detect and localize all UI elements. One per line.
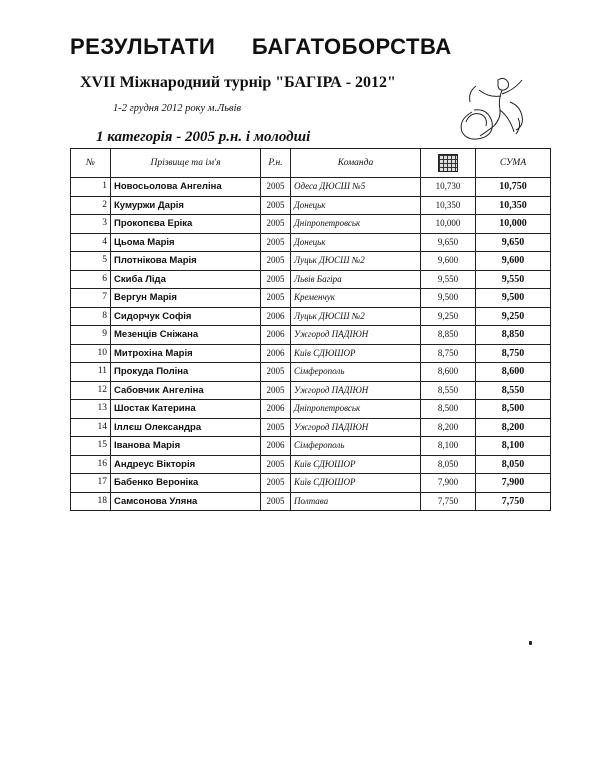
row-team: Дніпропетровськ bbox=[291, 215, 421, 234]
title-results: РЕЗУЛЬТАТИ bbox=[70, 34, 216, 59]
row-num: 7 bbox=[71, 289, 111, 308]
row-num: 6 bbox=[71, 270, 111, 289]
gymnast-logo-icon bbox=[452, 72, 532, 144]
header-num: № bbox=[71, 149, 111, 178]
row-year: 2005 bbox=[261, 455, 291, 474]
table-row bbox=[71, 215, 551, 234]
row-team: Сімферополь bbox=[291, 437, 421, 456]
row-year: 2006 bbox=[261, 344, 291, 363]
row-sum: 7,900 bbox=[476, 474, 551, 493]
row-sum: 9,650 bbox=[476, 233, 551, 252]
table-row bbox=[71, 492, 551, 511]
table-row bbox=[71, 437, 551, 456]
results-table bbox=[70, 148, 551, 511]
row-num: 8 bbox=[71, 307, 111, 326]
row-num: 4 bbox=[71, 233, 111, 252]
row-score: 8,500 bbox=[421, 400, 476, 419]
row-year: 2006 bbox=[261, 307, 291, 326]
row-year: 2005 bbox=[261, 233, 291, 252]
row-name: Плотнікова Марія bbox=[111, 252, 261, 271]
row-sum: 10,000 bbox=[476, 215, 551, 234]
row-num: 2 bbox=[71, 196, 111, 215]
row-score: 9,600 bbox=[421, 252, 476, 271]
header-sum: СУМА bbox=[476, 149, 551, 178]
row-year: 2005 bbox=[261, 178, 291, 197]
row-score: 9,550 bbox=[421, 270, 476, 289]
row-sum: 8,100 bbox=[476, 437, 551, 456]
tournament-title: XVII Міжнародний турнір "БАГІРА - 2012" bbox=[80, 74, 396, 91]
event-date-location: 1-2 грудня 2012 року м.Львів bbox=[113, 103, 242, 114]
table-row bbox=[71, 252, 551, 271]
row-team: Ужгород ПАДІЮН bbox=[291, 326, 421, 345]
row-sum: 8,750 bbox=[476, 344, 551, 363]
row-score: 7,750 bbox=[421, 492, 476, 511]
row-year: 2005 bbox=[261, 492, 291, 511]
row-num: 12 bbox=[71, 381, 111, 400]
row-name: Сидорчук Софія bbox=[111, 307, 261, 326]
row-num: 10 bbox=[71, 344, 111, 363]
row-team: Донецьк bbox=[291, 233, 421, 252]
row-sum: 7,750 bbox=[476, 492, 551, 511]
row-sum: 8,200 bbox=[476, 418, 551, 437]
row-sum: 8,850 bbox=[476, 326, 551, 345]
row-sum: 9,600 bbox=[476, 252, 551, 271]
row-team: Полтава bbox=[291, 492, 421, 511]
table-row bbox=[71, 178, 551, 197]
row-num: 18 bbox=[71, 492, 111, 511]
table-row bbox=[71, 344, 551, 363]
row-year: 2006 bbox=[261, 326, 291, 345]
row-year: 2005 bbox=[261, 418, 291, 437]
row-name: Сабовчик Ангеліна bbox=[111, 381, 261, 400]
row-score: 8,850 bbox=[421, 326, 476, 345]
row-num: 5 bbox=[71, 252, 111, 271]
row-sum: 8,050 bbox=[476, 455, 551, 474]
row-team: Київ СДЮШОР bbox=[291, 455, 421, 474]
row-team: Київ СДЮШОР bbox=[291, 344, 421, 363]
row-num: 1 bbox=[71, 178, 111, 197]
page-title bbox=[70, 34, 452, 60]
row-year: 2005 bbox=[261, 270, 291, 289]
title-allround: БАГАТОБОРСТВА bbox=[251, 34, 452, 59]
table-row bbox=[71, 307, 551, 326]
row-name: Мезенців Сніжана bbox=[111, 326, 261, 345]
header-team: Команда bbox=[291, 149, 421, 178]
row-team: Луцьк ДЮСШ №2 bbox=[291, 307, 421, 326]
row-year: 2005 bbox=[261, 252, 291, 271]
table-row bbox=[71, 270, 551, 289]
row-score: 10,350 bbox=[421, 196, 476, 215]
table-row bbox=[71, 196, 551, 215]
row-sum: 10,750 bbox=[476, 178, 551, 197]
header-name: Прізвище та ім'я bbox=[111, 149, 261, 178]
table-row bbox=[71, 400, 551, 419]
scan-mark bbox=[529, 641, 532, 645]
row-score: 7,900 bbox=[421, 474, 476, 493]
row-team: Одеса ДЮСШ №5 bbox=[291, 178, 421, 197]
row-name: Бабенко Вероніка bbox=[111, 474, 261, 493]
row-score: 9,650 bbox=[421, 233, 476, 252]
row-score: 10,730 bbox=[421, 178, 476, 197]
row-year: 2006 bbox=[261, 400, 291, 419]
row-name: Цьома Марія bbox=[111, 233, 261, 252]
row-score: 10,000 bbox=[421, 215, 476, 234]
table-row bbox=[71, 474, 551, 493]
row-team: Львів Багіра bbox=[291, 270, 421, 289]
table-row bbox=[71, 381, 551, 400]
row-num: 14 bbox=[71, 418, 111, 437]
row-year: 2005 bbox=[261, 381, 291, 400]
row-year: 2005 bbox=[261, 289, 291, 308]
row-team: Сімферополь bbox=[291, 363, 421, 382]
row-score: 8,550 bbox=[421, 381, 476, 400]
row-team: Київ СДЮШОР bbox=[291, 474, 421, 493]
row-name: Вергун Марія bbox=[111, 289, 261, 308]
grid-icon bbox=[438, 154, 458, 172]
row-sum: 9,550 bbox=[476, 270, 551, 289]
row-num: 9 bbox=[71, 326, 111, 345]
row-year: 2005 bbox=[261, 474, 291, 493]
row-name: Іллєш Олександра bbox=[111, 418, 261, 437]
row-year: 2006 bbox=[261, 437, 291, 456]
row-name: Митрохіна Марія bbox=[111, 344, 261, 363]
row-sum: 9,500 bbox=[476, 289, 551, 308]
row-team: Дніпропетровськ bbox=[291, 400, 421, 419]
row-score: 8,050 bbox=[421, 455, 476, 474]
row-name: Скиба Ліда bbox=[111, 270, 261, 289]
table-header-row bbox=[71, 149, 551, 178]
row-year: 2005 bbox=[261, 215, 291, 234]
row-team: Луцьк ДЮСШ №2 bbox=[291, 252, 421, 271]
row-score: 8,200 bbox=[421, 418, 476, 437]
table-row bbox=[71, 326, 551, 345]
table-row bbox=[71, 289, 551, 308]
row-num: 13 bbox=[71, 400, 111, 419]
row-team: Кременчук bbox=[291, 289, 421, 308]
row-num: 3 bbox=[71, 215, 111, 234]
table-row bbox=[71, 363, 551, 382]
header-year: Р.н. bbox=[261, 149, 291, 178]
row-name: Кумуржи Дарія bbox=[111, 196, 261, 215]
row-sum: 10,350 bbox=[476, 196, 551, 215]
row-name: Новосьолова Ангеліна bbox=[111, 178, 261, 197]
row-score: 9,500 bbox=[421, 289, 476, 308]
table-row bbox=[71, 233, 551, 252]
row-sum: 8,550 bbox=[476, 381, 551, 400]
category-heading: 1 категорія - 2005 р.н. і молодші bbox=[96, 129, 311, 145]
row-name: Іванова Марія bbox=[111, 437, 261, 456]
table-row bbox=[71, 418, 551, 437]
row-sum: 9,250 bbox=[476, 307, 551, 326]
row-score: 8,100 bbox=[421, 437, 476, 456]
row-score: 8,750 bbox=[421, 344, 476, 363]
row-team: Ужгород ПАДІЮН bbox=[291, 418, 421, 437]
row-score: 8,600 bbox=[421, 363, 476, 382]
table-row bbox=[71, 455, 551, 474]
row-sum: 8,500 bbox=[476, 400, 551, 419]
row-num: 15 bbox=[71, 437, 111, 456]
row-name: Прокопєва Еріка bbox=[111, 215, 261, 234]
row-name: Андреус Вікторія bbox=[111, 455, 261, 474]
row-team: Донецьк bbox=[291, 196, 421, 215]
row-num: 16 bbox=[71, 455, 111, 474]
row-year: 2005 bbox=[261, 196, 291, 215]
row-name: Самсонова Уляна bbox=[111, 492, 261, 511]
row-sum: 8,600 bbox=[476, 363, 551, 382]
row-year: 2005 bbox=[261, 363, 291, 382]
row-name: Шостак Катерина bbox=[111, 400, 261, 419]
row-team: Ужгород ПАДІЮН bbox=[291, 381, 421, 400]
row-num: 11 bbox=[71, 363, 111, 382]
row-name: Прокуда Поліна bbox=[111, 363, 261, 382]
row-score: 9,250 bbox=[421, 307, 476, 326]
header-apparatus bbox=[421, 149, 476, 178]
row-num: 17 bbox=[71, 474, 111, 493]
